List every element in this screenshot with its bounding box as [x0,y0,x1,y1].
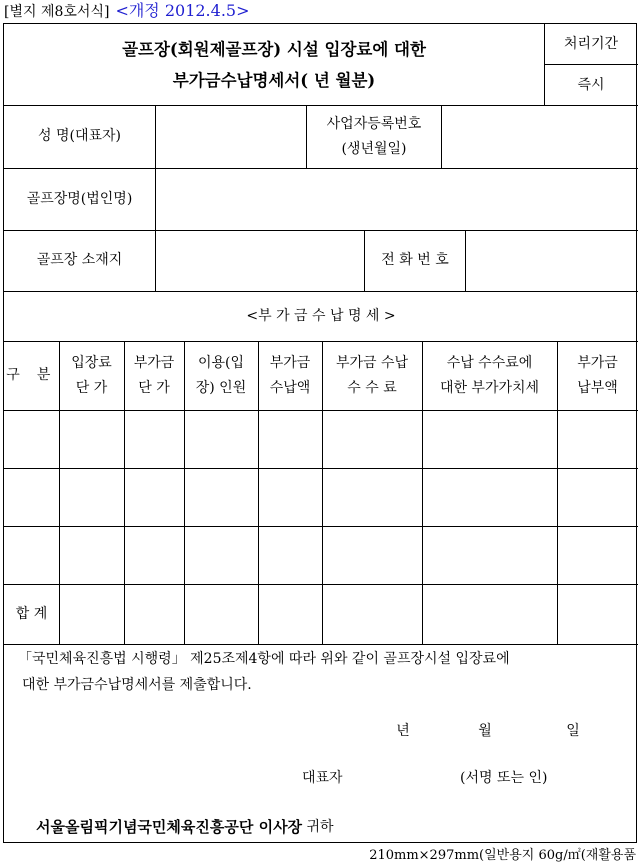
date-day-label: 일 [566,722,580,739]
table-cell[interactable] [60,469,124,526]
table-cell[interactable] [5,411,59,468]
table-cell[interactable] [60,527,124,584]
business-registration-field[interactable] [442,106,638,168]
payment-statement-form [3,23,637,843]
total-cell[interactable] [558,585,638,644]
table-cell[interactable] [259,469,322,526]
total-cell[interactable] [60,585,124,644]
column-header-6: 부가금 수납 수 수 료 [335,355,409,396]
table-cell[interactable] [5,527,59,584]
table-cell[interactable] [558,469,638,526]
golf-course-address-field[interactable] [156,231,364,291]
table-cell[interactable] [558,527,638,584]
table-cell[interactable] [259,527,322,584]
table-cell[interactable] [185,469,258,526]
column-header-7: 수납 수수료에 대한 부가가치세 [439,355,540,396]
total-cell[interactable] [423,585,557,644]
table-cell[interactable] [185,527,258,584]
table-cell[interactable] [323,411,422,468]
column-header-5: 부가금 수납액 [269,355,311,396]
total-cell[interactable] [185,585,258,644]
column-header-1: 구 분 [6,367,57,384]
recipient-suffix: 귀하 [306,818,334,835]
form-number: [별지 제8호서식] [4,4,110,20]
title-line-2: 부가금수납명세서( 년 월분) [172,71,376,90]
form-header [4,0,250,22]
table-cell[interactable] [323,527,422,584]
golf-course-name-label: 골프장명(법인명) [26,190,133,207]
column-header-2: 입장료 단 가 [71,355,112,396]
table-cell[interactable] [125,527,184,584]
processing-period-label: 처리기간 [563,35,619,52]
signature-or-seal-note: (서명 또는 인) [460,769,548,786]
representative-signature-label: 대표자 [302,769,343,786]
business-registration-label: 사업자등록번호 (생년월일) [326,116,422,157]
column-header-4: 이용(입 장) 인원 [195,355,247,396]
form-title [4,30,544,100]
table-cell[interactable] [125,411,184,468]
representative-name-field[interactable] [156,106,306,168]
total-cell[interactable] [125,585,184,644]
table-cell[interactable] [60,411,124,468]
total-cell[interactable] [259,585,322,644]
table-cell[interactable] [259,411,322,468]
date-month-label: 월 [478,722,492,739]
golf-course-address-label: 골프장 소재지 [36,252,123,269]
phone-number-field[interactable] [466,231,638,291]
table-cell[interactable] [185,411,258,468]
table-cell[interactable] [5,469,59,526]
recipient [36,814,596,840]
section-title: <부 가 금 수 납 명 세 > [246,307,396,324]
table-cell[interactable] [423,411,557,468]
processing-period-value: 즉시 [577,76,605,93]
paper-spec-footer: 210mm×297mm(일반용지 60g/㎡(재활용품 [369,848,636,863]
title-line-1: 골프장(회원제골프장) 시설 입장료에 대한 [122,39,426,59]
statement-line-1: 「국민체육진흥법 시행령」 제25조제4항에 따라 위와 같이 골프장시설 입장료에 [18,650,510,667]
table-cell[interactable] [558,411,638,468]
recipient-organization: 서울올림픽기념국민체육진흥공단 이사장 [36,817,303,836]
revision-date: <개정 2012.4.5> [115,1,250,20]
statement-line-2: 대한 부가금수납명세서를 제출합니다. [22,676,252,693]
total-cell[interactable] [323,585,422,644]
golf-course-name-field[interactable] [156,169,638,230]
date-year-label: 년 [396,722,410,739]
total-row-label: 합 계 [15,605,48,622]
table-cell[interactable] [125,469,184,526]
column-header-3: 부가금 단 가 [133,355,175,396]
phone-number-label: 전 화 번 호 [381,252,449,269]
table-cell[interactable] [323,469,422,526]
table-cell[interactable] [423,527,557,584]
table-cell[interactable] [423,469,557,526]
column-header-8: 부가금 납부액 [577,355,618,396]
representative-name-label: 성 명(대표자) [38,128,121,145]
